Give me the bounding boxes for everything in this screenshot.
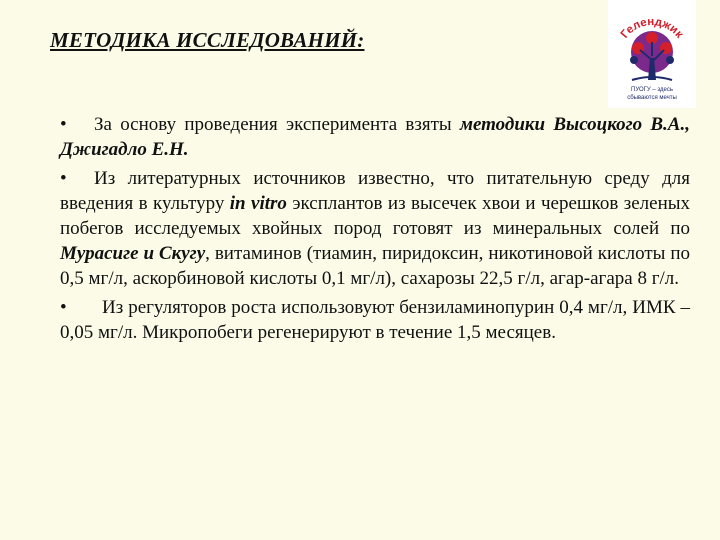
bullet-marker: • [60,297,67,318]
bullet-marker: • [60,114,67,135]
slide-title: МЕТОДИКА ИССЛЕДОВАНИЙ: [50,28,365,52]
tree-icon [630,31,674,80]
logo-bottom-line2: сбываются мечты [627,95,677,101]
bullet-item-3: • Из регуляторов роста использовуют бензиламинопурин 0,4 мг/л, ИМК – 0,05 мг/л. Микропобеги регенерируют в течение 1,5 месяцев. [60,297,690,343]
content-body [60,112,690,349]
bullet-marker: • [60,168,67,189]
bullet-item-1: • За основу проведения эксперимента взяты методики Высоцкого В.А., Джигадло Е.Н. [60,114,690,160]
bullet-item-2: • Из литературных источников известно, что питательную среду для введения в культуру in vitro эксплантов из высечек хвои и черешков зеленых побегов исследуемых хвойных пород готовят из минеральных солей по Мурасиге и Скугу, витаминов (тиамин, пиридоксин, никотиновой кислоты по 0,5 мг/л, аскорбиновой кислоты 0,1 мг/л), сахарозы 22,5 г/л, агар-агара 8 г/л. [60,168,690,289]
logo-top-text: Геленджик [618,16,686,41]
logo [608,0,696,108]
logo-bottom-line1: ПУОГУ – здесь [631,87,673,93]
